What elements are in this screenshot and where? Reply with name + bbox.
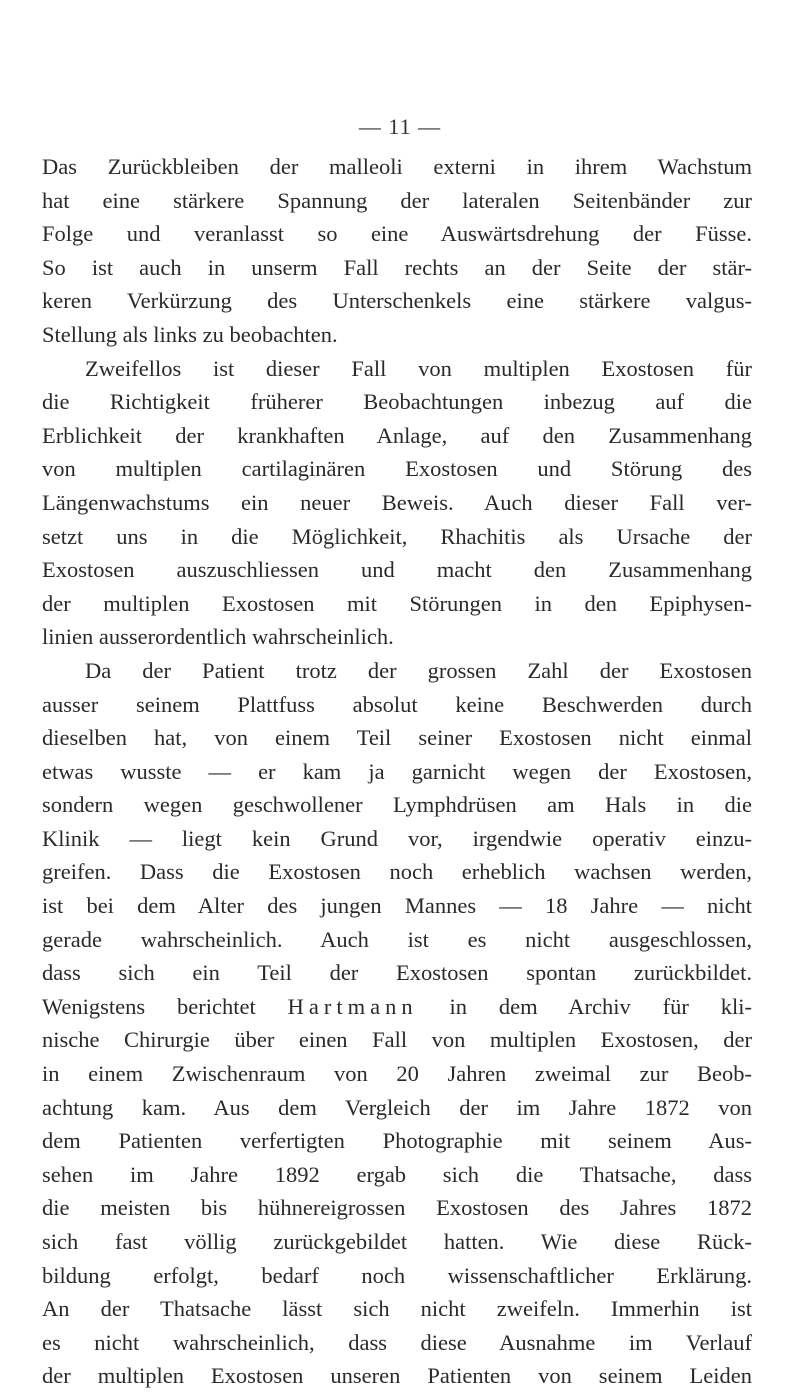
text-line: ausser seinem Plattfuss absolut keine Beschwerden durch xyxy=(42,691,752,717)
text-line: Da der Patient trotz der grossen Zahl der Exostosen xyxy=(85,657,752,683)
text-line: hat eine stärkere Spannung der lateralen Seitenbänder zur xyxy=(42,187,752,213)
text-line: setzt uns in die Möglichkeit, Rhachitis als Ursache der xyxy=(42,523,752,549)
text-line xyxy=(42,990,752,1024)
text-line: greifen. Dass die Exostosen noch erheblich wachsen werden, xyxy=(42,859,752,885)
text-line: Folge und veranlasst so eine Auswärtsdrehung der Füsse. xyxy=(42,221,752,247)
paragraph xyxy=(42,352,752,654)
text-line: sich fast völlig zurückgebildet hatten. Wie diese Rück- xyxy=(42,1229,752,1254)
text-line: keren Verkürzung des Unterschenkels eine stärkere valgus- xyxy=(42,288,752,314)
text-line: sondern wegen geschwollener Lymphdrüsen am Hals in die xyxy=(42,792,752,818)
text-line: in einem Zwischenraum von 20 Jahren zweimal zur Beob- xyxy=(42,1061,752,1087)
text-line: es nicht wahrscheinlich, dass diese Ausnahme im Verlauf xyxy=(42,1329,752,1355)
text-line: Zweifellos ist dieser Fall von multiplen Exostosen für xyxy=(85,355,752,381)
text-fragment: in dem Archiv für kli- xyxy=(417,993,752,1019)
text-line: gerade wahrscheinlich. Auch ist es nicht ausgeschlossen, xyxy=(42,926,752,952)
text-line: dass sich ein Teil der Exostosen spontan zurückbildet. xyxy=(42,960,752,986)
body-text xyxy=(42,150,752,1393)
text-line: die Richtigkeit früherer Beobachtungen inbezug auf die xyxy=(42,389,752,415)
text-line: So ist auch in unserm Fall rechts an der Seite der stär- xyxy=(42,254,752,280)
text-line: achtung kam. Aus dem Vergleich der im Jahre 1872 von xyxy=(42,1094,752,1120)
text-line: sehen im Jahre 1892 ergab sich die Thatsache, dass xyxy=(42,1161,752,1187)
text-line: linien ausserordentlich wahrscheinlich. xyxy=(42,624,394,650)
page-number: — 11 — xyxy=(358,114,442,139)
author-name: Hartmann xyxy=(287,993,418,1019)
text-line: Erblichkeit der krankhaften Anlage, auf den Zusammenhang xyxy=(42,422,752,448)
text-line: von multiplen cartilaginären Exostosen und Störung des xyxy=(42,456,752,482)
text-line: ist bei dem Alter des jungen Mannes — 18 Jahre — nicht xyxy=(42,893,752,919)
text-line: Längenwachstums ein neuer Beweis. Auch dieser Fall ver- xyxy=(42,489,752,515)
text-line: nische Chirurgie über einen Fall von multiplen Exostosen, der xyxy=(42,1027,752,1053)
text-line: Das Zurückbleiben der malleoli externi in ihrem Wachstum xyxy=(42,154,752,179)
text-line: An der Thatsache lässt sich nicht zweifeln. Immerhin ist xyxy=(42,1296,752,1322)
text-line: Exostosen auszuschliessen und macht den Zusammenhang xyxy=(42,557,752,583)
text-line: der multiplen Exostosen unseren Patienten von seinem Leiden xyxy=(42,1363,752,1389)
text-line: dem Patienten verfertigten Photographie mit seinem Aus- xyxy=(42,1128,752,1154)
paragraph xyxy=(42,654,752,1393)
text-line: die meisten bis hühnereigrossen Exostosen des Jahres 1872 xyxy=(42,1195,752,1221)
text-line: dieselben hat, von einem Teil seiner Exostosen nicht einmal xyxy=(42,725,752,751)
text-line: Klinik — liegt kein Grund vor, irgendwie operativ einzu- xyxy=(42,825,752,851)
paragraph xyxy=(42,150,752,352)
text-line: etwas wusste — er kam ja garnicht wegen der Exostosen, xyxy=(42,758,752,784)
text-line: bildung erfolgt, bedarf noch wissenschaftlicher Erklärung. xyxy=(42,1262,752,1288)
text-line: der multiplen Exostosen mit Störungen in den Epiphysen- xyxy=(42,590,752,616)
text-fragment: Wenigstens berichtet xyxy=(42,993,288,1019)
text-line: Stellung als links zu beobachten. xyxy=(42,321,338,347)
